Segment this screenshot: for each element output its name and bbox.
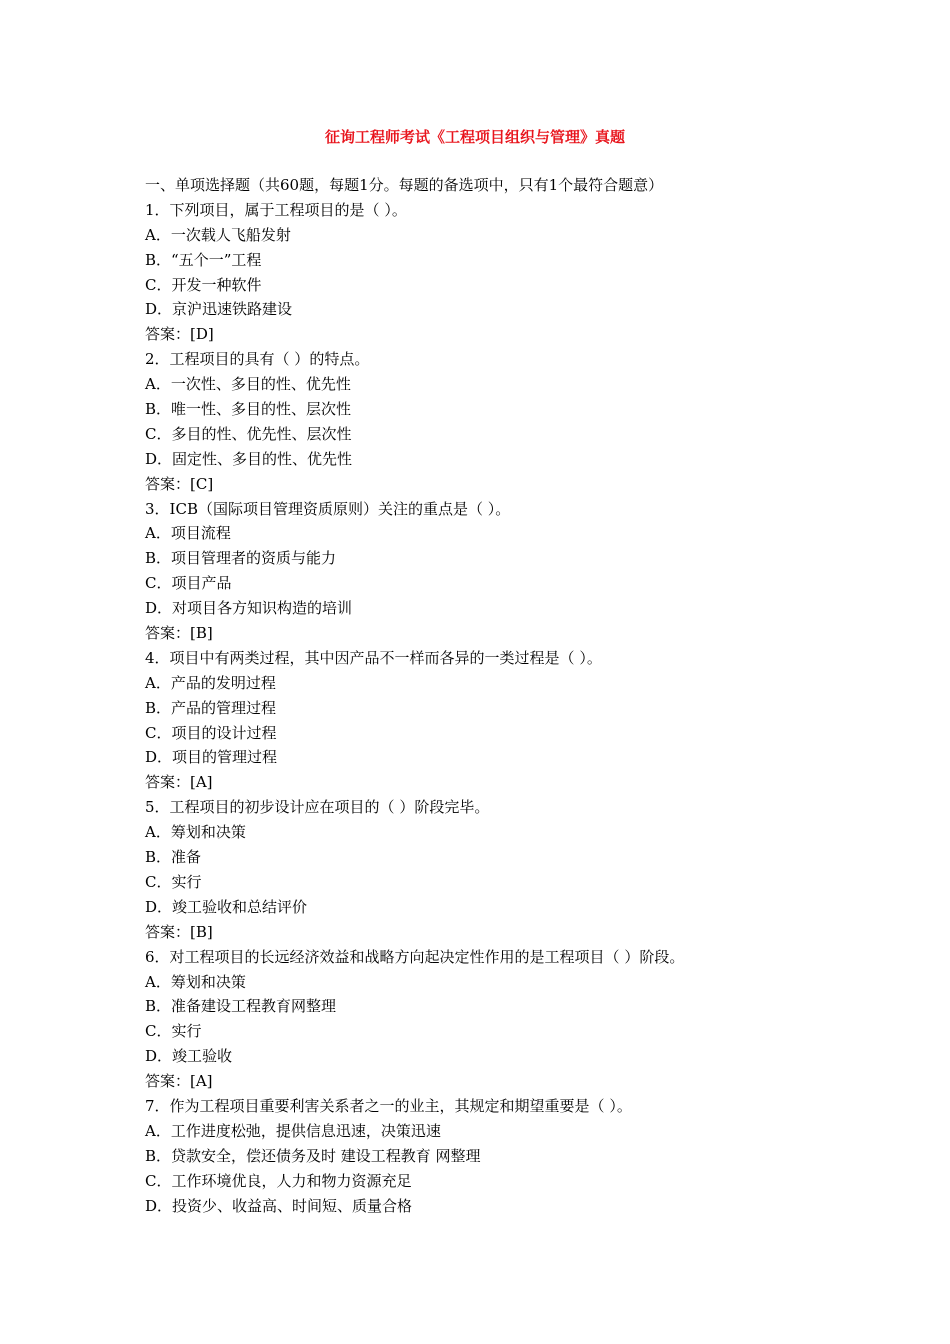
answer: 答案：[A] (145, 773, 213, 792)
option-d: D．固定性、多目的性、优先性 (145, 449, 353, 468)
question-stem: 1．下列项目，属于工程项目的是（ ）。 (145, 200, 407, 219)
document-title: 征询工程师考试《工程项目组织与管理》真题 (324, 128, 625, 146)
option-c: C．开发一种软件 (145, 275, 262, 294)
option-b: B．贷款安全，偿还债务及时 建设工程教育 网整理 (145, 1146, 481, 1165)
question-stem: 4．项目中有两类过程，其中因产品不一样而各异的一类过程是（ ）。 (145, 648, 602, 667)
answer: 答案：[D] (145, 325, 214, 344)
option-d: D．对项目各方知识构造的培训 (145, 599, 353, 618)
option-a: A．工作进度松弛，提供信息迅速，决策迅速 (145, 1121, 441, 1140)
option-b: B．项目管理者的资质与能力 (145, 549, 337, 568)
question-stem: 6．对工程项目的长远经济效益和战略方向起决定性作用的是工程项目（ ）阶段。 (145, 947, 685, 966)
option-c: C．多目的性、优先性、层次性 (145, 424, 352, 443)
option-b: B．产品的管理过程 (145, 698, 277, 717)
option-a: A．筹划和决策 (145, 972, 246, 991)
answer: 答案：[B] (145, 624, 213, 643)
option-c: C．实行 (145, 872, 202, 891)
option-c: C．项目产品 (145, 574, 232, 593)
option-d: D．竣工验收 (145, 1047, 233, 1066)
question-stem: 7．作为工程项目重要利害关系者之一的业主，其规定和期望重要是（ ）。 (145, 1096, 632, 1115)
option-d: D．竣工验收和总结评价 (145, 897, 308, 916)
option-b: B．“五个一”工程 (145, 250, 262, 269)
question-stem: 3．ICB（国际项目管理资质原则）关注的重点是（ ）。 (145, 499, 511, 518)
document-body (145, 173, 845, 1218)
option-c: C．项目的设计过程 (145, 723, 277, 742)
option-a: A．一次性、多目的性、优先性 (145, 375, 351, 394)
answer: 答案：[C] (145, 474, 214, 493)
answer: 答案：[B] (145, 922, 213, 941)
option-d: D．京沪迅速铁路建设 (145, 300, 293, 319)
option-a: A．筹划和决策 (145, 823, 246, 842)
option-c: C．工作环境优良，人力和物力资源充足 (145, 1171, 412, 1190)
answer: 答案：[A] (145, 1072, 213, 1091)
option-b: B．唯一性、多目的性、层次性 (145, 400, 352, 419)
option-a: A．产品的发明过程 (145, 673, 276, 692)
option-a: A．项目流程 (145, 524, 231, 543)
question-stem: 2．工程项目的具有（ ）的特点。 (145, 350, 370, 369)
option-c: C．实行 (145, 1022, 202, 1041)
option-d: D．项目的管理过程 (145, 748, 278, 767)
option-b: B．准备建设工程教育网整理 (145, 997, 337, 1016)
section-heading: 一、单项选择题（共60题，每题1分。每题的备选项中，只有1个最符合题意） (145, 176, 664, 194)
option-a: A．一次载人飞船发射 (145, 225, 291, 244)
option-b: B．准备 (145, 848, 202, 867)
question-stem: 5．工程项目的初步设计应在项目的（ ）阶段完毕。 (145, 798, 490, 817)
option-d: D．投资少、收益高、时间短、质量合格 (145, 1196, 413, 1215)
